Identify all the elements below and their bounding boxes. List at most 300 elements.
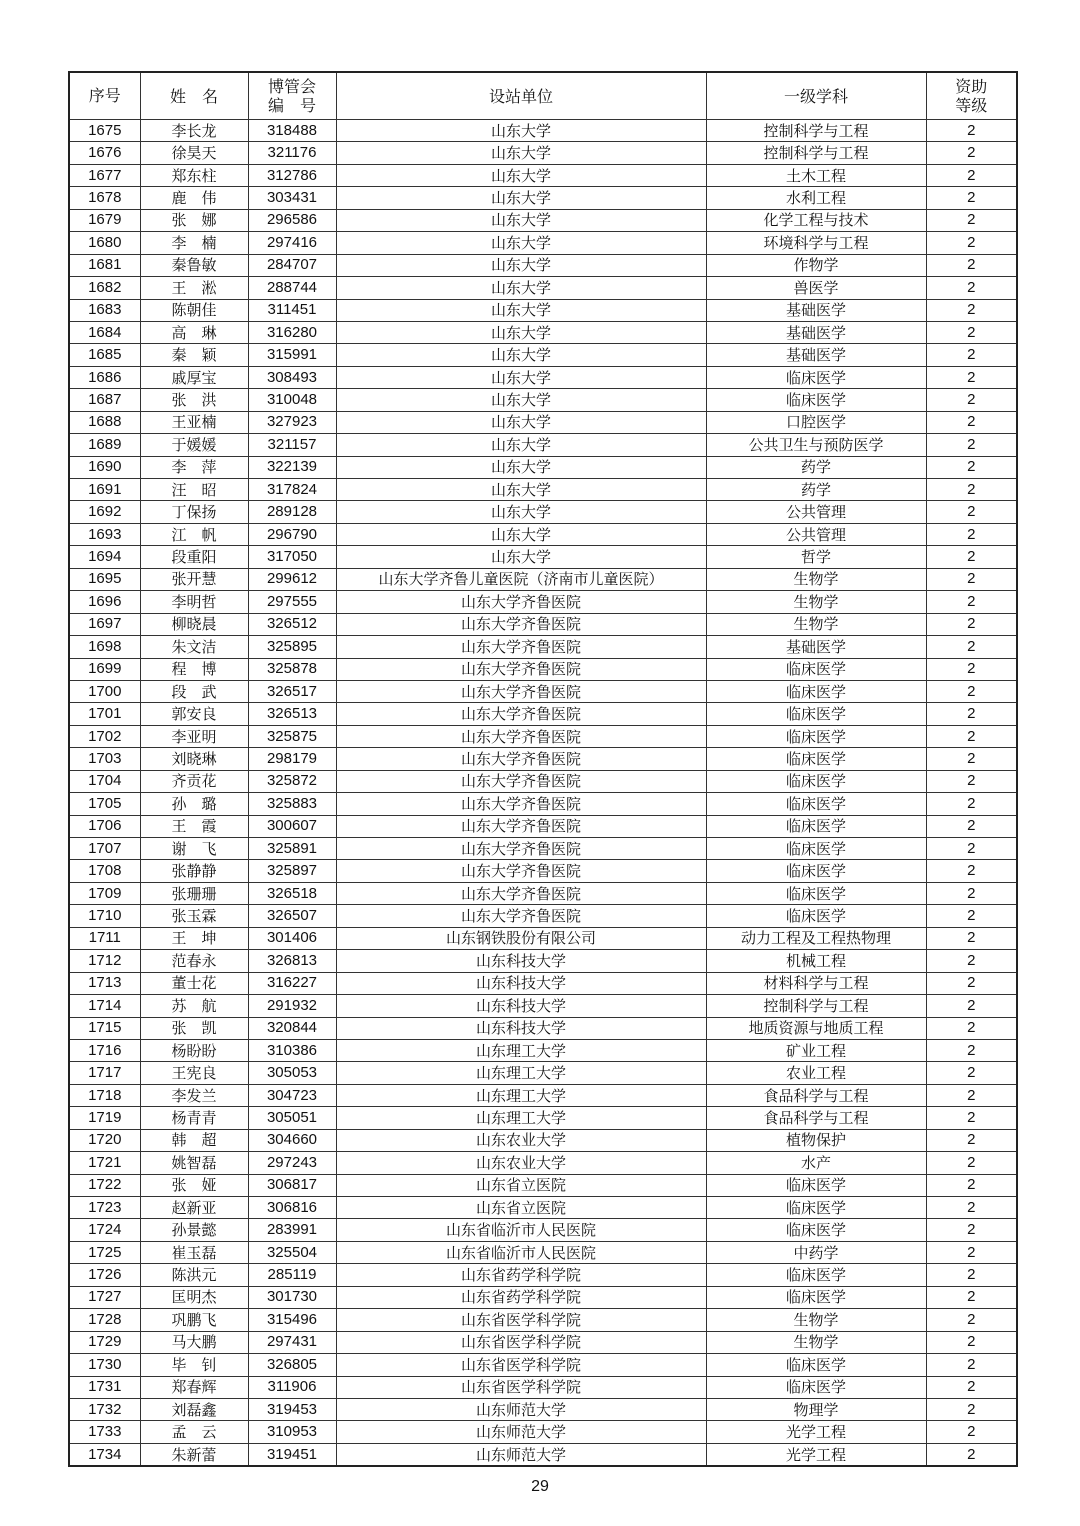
cell-grade: 2 — [926, 344, 1017, 366]
cell-name: 李发兰 — [140, 1084, 248, 1106]
cell-seq: 1724 — [69, 1219, 140, 1241]
cell-grade: 2 — [926, 1017, 1017, 1039]
cell-seq: 1725 — [69, 1241, 140, 1263]
cell-subject: 生物学 — [706, 1331, 926, 1353]
cell-unit: 山东大学齐鲁儿童医院（济南市儿童医院） — [336, 568, 706, 590]
cell-code: 325878 — [248, 658, 336, 680]
cell-name: 张珊珊 — [140, 882, 248, 904]
cell-subject: 临床医学 — [706, 1219, 926, 1241]
cell-code: 317050 — [248, 546, 336, 568]
cell-seq: 1685 — [69, 344, 140, 366]
cell-subject: 中药学 — [706, 1241, 926, 1263]
cell-grade: 2 — [926, 658, 1017, 680]
table-row — [69, 1017, 1017, 1039]
cell-subject: 土木工程 — [706, 164, 926, 186]
cell-seq: 1733 — [69, 1421, 140, 1443]
cell-grade: 2 — [926, 1174, 1017, 1196]
cell-name: 秦 颖 — [140, 344, 248, 366]
cell-subject: 药学 — [706, 456, 926, 478]
table-row — [69, 927, 1017, 949]
table-row — [69, 1219, 1017, 1241]
cell-subject: 生物学 — [706, 591, 926, 613]
cell-code: 315496 — [248, 1309, 336, 1331]
cell-subject: 作物学 — [706, 254, 926, 276]
cell-unit: 山东省医学科学院 — [336, 1354, 706, 1376]
cell-grade: 2 — [926, 164, 1017, 186]
table-row — [69, 703, 1017, 725]
cell-subject: 临床医学 — [706, 366, 926, 388]
cell-unit: 山东大学 — [336, 187, 706, 209]
cell-name: 朱文洁 — [140, 636, 248, 658]
cell-unit: 山东大学齐鲁医院 — [336, 725, 706, 747]
cell-unit: 山东师范大学 — [336, 1421, 706, 1443]
cell-grade: 2 — [926, 793, 1017, 815]
cell-name: 郑春辉 — [140, 1376, 248, 1398]
cell-seq: 1707 — [69, 838, 140, 860]
cell-grade: 2 — [926, 120, 1017, 142]
cell-subject: 公共管理 — [706, 523, 926, 545]
cell-seq: 1730 — [69, 1354, 140, 1376]
cell-code: 326518 — [248, 882, 336, 904]
cell-grade: 2 — [926, 748, 1017, 770]
cell-grade: 2 — [926, 254, 1017, 276]
cell-grade: 2 — [926, 1331, 1017, 1353]
cell-code: 327923 — [248, 411, 336, 433]
cell-code: 317824 — [248, 479, 336, 501]
table-row — [69, 725, 1017, 747]
table-body — [69, 120, 1017, 1467]
cell-seq: 1716 — [69, 1039, 140, 1061]
cell-seq: 1697 — [69, 613, 140, 635]
cell-unit: 山东大学 — [336, 232, 706, 254]
cell-name: 柳晓晨 — [140, 613, 248, 635]
cell-name: 鹿 伟 — [140, 187, 248, 209]
cell-code: 311451 — [248, 299, 336, 321]
cell-name: 王 霞 — [140, 815, 248, 837]
cell-name: 戚厚宝 — [140, 366, 248, 388]
cell-grade: 2 — [926, 815, 1017, 837]
cell-grade: 2 — [926, 1107, 1017, 1129]
cell-name: 段重阳 — [140, 546, 248, 568]
cell-unit: 山东大学齐鲁医院 — [336, 636, 706, 658]
cell-subject: 动力工程及工程热物理 — [706, 927, 926, 949]
table-row — [69, 1331, 1017, 1353]
table-row — [69, 1241, 1017, 1263]
cell-unit: 山东大学齐鲁医院 — [336, 591, 706, 613]
cell-subject: 物理学 — [706, 1398, 926, 1420]
table-row — [69, 479, 1017, 501]
cell-unit: 山东大学齐鲁医院 — [336, 680, 706, 702]
cell-subject: 临床医学 — [706, 725, 926, 747]
postdoc-funding-table — [68, 71, 1018, 1467]
cell-name: 郭安良 — [140, 703, 248, 725]
cell-subject: 材料科学与工程 — [706, 972, 926, 994]
cell-grade: 2 — [926, 187, 1017, 209]
cell-name: 李 萍 — [140, 456, 248, 478]
cell-code: 326517 — [248, 680, 336, 702]
cell-unit: 山东科技大学 — [336, 972, 706, 994]
cell-code: 310386 — [248, 1039, 336, 1061]
table-row — [69, 1039, 1017, 1061]
cell-seq: 1677 — [69, 164, 140, 186]
table-row — [69, 254, 1017, 276]
cell-name: 张静静 — [140, 860, 248, 882]
cell-grade: 2 — [926, 613, 1017, 635]
table-row — [69, 770, 1017, 792]
cell-code: 306817 — [248, 1174, 336, 1196]
cell-unit: 山东大学 — [336, 344, 706, 366]
cell-grade: 2 — [926, 232, 1017, 254]
cell-unit: 山东理工大学 — [336, 1107, 706, 1129]
cell-name: 姚智磊 — [140, 1152, 248, 1174]
cell-grade: 2 — [926, 1039, 1017, 1061]
cell-seq: 1690 — [69, 456, 140, 478]
table-row — [69, 366, 1017, 388]
cell-subject: 临床医学 — [706, 703, 926, 725]
cell-code: 325895 — [248, 636, 336, 658]
cell-grade: 2 — [926, 680, 1017, 702]
table-row — [69, 120, 1017, 142]
cell-unit: 山东省临沂市人民医院 — [336, 1241, 706, 1263]
cell-grade: 2 — [926, 568, 1017, 590]
table-row — [69, 1197, 1017, 1219]
cell-seq: 1721 — [69, 1152, 140, 1174]
cell-unit: 山东大学齐鲁医院 — [336, 815, 706, 837]
cell-unit: 山东科技大学 — [336, 1017, 706, 1039]
cell-subject: 临床医学 — [706, 1174, 926, 1196]
cell-name: 丁保扬 — [140, 501, 248, 523]
cell-grade: 2 — [926, 366, 1017, 388]
table-row — [69, 321, 1017, 343]
cell-seq: 1702 — [69, 725, 140, 747]
cell-code: 283991 — [248, 1219, 336, 1241]
cell-name: 杨盼盼 — [140, 1039, 248, 1061]
cell-name: 赵新亚 — [140, 1197, 248, 1219]
cell-code: 325883 — [248, 793, 336, 815]
cell-seq: 1729 — [69, 1331, 140, 1353]
cell-seq: 1678 — [69, 187, 140, 209]
cell-name: 李 楠 — [140, 232, 248, 254]
table-row — [69, 187, 1017, 209]
cell-code: 315991 — [248, 344, 336, 366]
cell-code: 296586 — [248, 209, 336, 231]
cell-seq: 1712 — [69, 950, 140, 972]
table-row — [69, 1264, 1017, 1286]
header-code-line2: 编 号 — [267, 96, 316, 115]
cell-unit: 山东大学齐鲁医院 — [336, 770, 706, 792]
table-row — [69, 546, 1017, 568]
cell-subject: 控制科学与工程 — [706, 120, 926, 142]
cell-grade: 2 — [926, 725, 1017, 747]
header-name: 姓 名 — [140, 72, 248, 120]
cell-code: 322139 — [248, 456, 336, 478]
cell-code: 316280 — [248, 321, 336, 343]
cell-seq: 1705 — [69, 793, 140, 815]
cell-unit: 山东大学 — [336, 366, 706, 388]
cell-code: 318488 — [248, 120, 336, 142]
cell-code: 304660 — [248, 1129, 336, 1151]
cell-grade: 2 — [926, 1062, 1017, 1084]
cell-seq: 1711 — [69, 927, 140, 949]
cell-unit: 山东大学齐鲁医院 — [336, 748, 706, 770]
cell-seq: 1703 — [69, 748, 140, 770]
cell-code: 326513 — [248, 703, 336, 725]
cell-grade: 2 — [926, 995, 1017, 1017]
cell-name: 王宪良 — [140, 1062, 248, 1084]
cell-name: 陈朝佳 — [140, 299, 248, 321]
cell-name: 王 淞 — [140, 277, 248, 299]
header-row — [69, 72, 1017, 120]
cell-subject: 公共管理 — [706, 501, 926, 523]
cell-grade: 2 — [926, 1219, 1017, 1241]
cell-unit: 山东师范大学 — [336, 1398, 706, 1420]
cell-name: 高 琳 — [140, 321, 248, 343]
cell-subject: 食品科学与工程 — [706, 1084, 926, 1106]
cell-subject: 植物保护 — [706, 1129, 926, 1151]
cell-code: 321176 — [248, 142, 336, 164]
table-row — [69, 995, 1017, 1017]
table-row — [69, 1062, 1017, 1084]
cell-grade: 2 — [926, 1398, 1017, 1420]
cell-seq: 1695 — [69, 568, 140, 590]
cell-seq: 1698 — [69, 636, 140, 658]
table-row — [69, 905, 1017, 927]
cell-seq: 1720 — [69, 1129, 140, 1151]
cell-subject: 机械工程 — [706, 950, 926, 972]
cell-seq: 1719 — [69, 1107, 140, 1129]
cell-seq: 1679 — [69, 209, 140, 231]
table-row — [69, 568, 1017, 590]
table-row — [69, 1376, 1017, 1398]
cell-seq: 1699 — [69, 658, 140, 680]
cell-code: 304723 — [248, 1084, 336, 1106]
cell-seq: 1701 — [69, 703, 140, 725]
cell-unit: 山东省医学科学院 — [336, 1331, 706, 1353]
cell-name: 王 坤 — [140, 927, 248, 949]
table-row — [69, 748, 1017, 770]
cell-seq: 1684 — [69, 321, 140, 343]
cell-name: 段 武 — [140, 680, 248, 702]
cell-name: 马大鹏 — [140, 1331, 248, 1353]
cell-subject: 临床医学 — [706, 1354, 926, 1376]
cell-code: 326813 — [248, 950, 336, 972]
cell-subject: 临床医学 — [706, 793, 926, 815]
cell-name: 张开慧 — [140, 568, 248, 590]
cell-grade: 2 — [926, 927, 1017, 949]
cell-grade: 2 — [926, 1443, 1017, 1466]
cell-subject: 临床医学 — [706, 1286, 926, 1308]
table-row — [69, 815, 1017, 837]
cell-name: 徐昊天 — [140, 142, 248, 164]
cell-name: 苏 航 — [140, 995, 248, 1017]
cell-grade: 2 — [926, 389, 1017, 411]
cell-name: 王亚楠 — [140, 411, 248, 433]
cell-subject: 临床医学 — [706, 389, 926, 411]
cell-unit: 山东大学齐鲁医院 — [336, 613, 706, 635]
cell-code: 305053 — [248, 1062, 336, 1084]
cell-code: 297555 — [248, 591, 336, 613]
cell-name: 江 帆 — [140, 523, 248, 545]
cell-code: 285119 — [248, 1264, 336, 1286]
cell-name: 李明哲 — [140, 591, 248, 613]
cell-unit: 山东理工大学 — [336, 1039, 706, 1061]
cell-code: 288744 — [248, 277, 336, 299]
cell-code: 310048 — [248, 389, 336, 411]
cell-name: 陈洪元 — [140, 1264, 248, 1286]
cell-seq: 1692 — [69, 501, 140, 523]
cell-code: 289128 — [248, 501, 336, 523]
cell-subject: 哲学 — [706, 546, 926, 568]
cell-unit: 山东大学 — [336, 479, 706, 501]
cell-grade: 2 — [926, 299, 1017, 321]
cell-name: 程 博 — [140, 658, 248, 680]
cell-name: 张 凯 — [140, 1017, 248, 1039]
cell-code: 325891 — [248, 838, 336, 860]
cell-unit: 山东大学 — [336, 142, 706, 164]
table-row — [69, 1443, 1017, 1466]
cell-subject: 控制科学与工程 — [706, 995, 926, 1017]
page-number: 29 — [531, 1478, 549, 1495]
cell-subject: 基础医学 — [706, 321, 926, 343]
cell-unit: 山东省立医院 — [336, 1197, 706, 1219]
cell-seq: 1686 — [69, 366, 140, 388]
header-code-line1: 博管会 — [267, 77, 316, 96]
header-code — [248, 72, 336, 120]
cell-name: 张 娜 — [140, 209, 248, 231]
cell-name: 张玉霖 — [140, 905, 248, 927]
cell-seq: 1726 — [69, 1264, 140, 1286]
table-row — [69, 501, 1017, 523]
cell-code: 326805 — [248, 1354, 336, 1376]
table-row — [69, 1107, 1017, 1129]
cell-grade: 2 — [926, 479, 1017, 501]
cell-subject: 临床医学 — [706, 838, 926, 860]
table-row — [69, 389, 1017, 411]
cell-unit: 山东大学 — [336, 501, 706, 523]
cell-code: 297243 — [248, 1152, 336, 1174]
cell-name: 齐贡花 — [140, 770, 248, 792]
cell-code: 326507 — [248, 905, 336, 927]
cell-subject: 水利工程 — [706, 187, 926, 209]
cell-unit: 山东农业大学 — [336, 1129, 706, 1151]
cell-subject: 基础医学 — [706, 299, 926, 321]
cell-grade: 2 — [926, 434, 1017, 456]
cell-unit: 山东省药学科学院 — [336, 1264, 706, 1286]
cell-code: 311906 — [248, 1376, 336, 1398]
table-row — [69, 793, 1017, 815]
cell-seq: 1681 — [69, 254, 140, 276]
cell-subject: 兽医学 — [706, 277, 926, 299]
cell-seq: 1675 — [69, 120, 140, 142]
cell-grade: 2 — [926, 636, 1017, 658]
cell-subject: 食品科学与工程 — [706, 1107, 926, 1129]
cell-seq: 1694 — [69, 546, 140, 568]
cell-code: 308493 — [248, 366, 336, 388]
cell-grade: 2 — [926, 905, 1017, 927]
cell-seq: 1715 — [69, 1017, 140, 1039]
cell-grade: 2 — [926, 591, 1017, 613]
cell-grade: 2 — [926, 1421, 1017, 1443]
table-row — [69, 1084, 1017, 1106]
table-row — [69, 613, 1017, 635]
table-row — [69, 1354, 1017, 1376]
cell-name: 范春永 — [140, 950, 248, 972]
table-row — [69, 142, 1017, 164]
cell-subject: 生物学 — [706, 568, 926, 590]
cell-unit: 山东大学齐鲁医院 — [336, 658, 706, 680]
cell-seq: 1683 — [69, 299, 140, 321]
cell-code: 325875 — [248, 725, 336, 747]
cell-seq: 1727 — [69, 1286, 140, 1308]
cell-unit: 山东大学 — [336, 456, 706, 478]
table-row — [69, 1174, 1017, 1196]
cell-name: 刘磊鑫 — [140, 1398, 248, 1420]
table-row — [69, 591, 1017, 613]
cell-subject: 临床医学 — [706, 770, 926, 792]
cell-subject: 光学工程 — [706, 1443, 926, 1466]
cell-unit: 山东大学 — [336, 120, 706, 142]
cell-seq: 1728 — [69, 1309, 140, 1331]
cell-grade: 2 — [926, 1264, 1017, 1286]
cell-unit: 山东大学齐鲁医院 — [336, 860, 706, 882]
table-row — [69, 1398, 1017, 1420]
cell-grade: 2 — [926, 860, 1017, 882]
table-row — [69, 680, 1017, 702]
cell-name: 巩鹏飞 — [140, 1309, 248, 1331]
cell-seq: 1731 — [69, 1376, 140, 1398]
cell-seq: 1693 — [69, 523, 140, 545]
table-row — [69, 277, 1017, 299]
cell-grade: 2 — [926, 142, 1017, 164]
cell-code: 284707 — [248, 254, 336, 276]
cell-subject: 控制科学与工程 — [706, 142, 926, 164]
cell-grade: 2 — [926, 1084, 1017, 1106]
cell-subject: 临床医学 — [706, 1264, 926, 1286]
cell-seq: 1718 — [69, 1084, 140, 1106]
table-row — [69, 434, 1017, 456]
cell-code: 325897 — [248, 860, 336, 882]
cell-unit: 山东省医学科学院 — [336, 1376, 706, 1398]
cell-grade: 2 — [926, 838, 1017, 860]
cell-subject: 矿业工程 — [706, 1039, 926, 1061]
cell-name: 张 洪 — [140, 389, 248, 411]
cell-grade: 2 — [926, 277, 1017, 299]
header-seq: 序号 — [69, 72, 140, 120]
table-row — [69, 950, 1017, 972]
cell-code: 299612 — [248, 568, 336, 590]
table-header — [69, 72, 1017, 120]
table-row — [69, 411, 1017, 433]
cell-seq: 1713 — [69, 972, 140, 994]
cell-unit: 山东大学 — [336, 209, 706, 231]
cell-name: 孙景懿 — [140, 1219, 248, 1241]
cell-unit: 山东大学齐鲁医院 — [336, 703, 706, 725]
cell-grade: 2 — [926, 1354, 1017, 1376]
cell-name: 韩 超 — [140, 1129, 248, 1151]
cell-grade: 2 — [926, 1129, 1017, 1151]
cell-subject: 农业工程 — [706, 1062, 926, 1084]
cell-grade: 2 — [926, 703, 1017, 725]
table-row — [69, 1286, 1017, 1308]
cell-grade: 2 — [926, 209, 1017, 231]
table-row — [69, 882, 1017, 904]
cell-grade: 2 — [926, 1286, 1017, 1308]
table-row — [69, 456, 1017, 478]
table-row — [69, 1309, 1017, 1331]
header-grade-line2: 等级 — [955, 96, 988, 115]
cell-grade: 2 — [926, 546, 1017, 568]
cell-grade: 2 — [926, 950, 1017, 972]
